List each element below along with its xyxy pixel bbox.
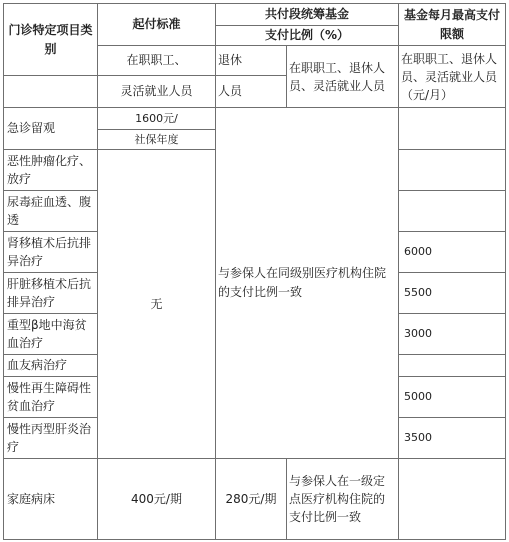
header-row-1 [4, 4, 506, 26]
header-retired-a: 退休 [216, 46, 287, 76]
limit-value: 5000 [399, 377, 506, 418]
limit-value: 3000 [399, 314, 506, 355]
header-employed-a: 在职职工、 [98, 46, 216, 76]
family-bed-employed-deductible: 400元/期 [98, 459, 216, 540]
limit-emergency [399, 108, 506, 150]
emergency-deductible-period: 社保年度 [98, 130, 216, 150]
medical-insurance-table-container [3, 3, 506, 540]
limit-value: 3500 [399, 418, 506, 459]
category-label: 慢性再生障碍性贫血治疗 [4, 377, 98, 418]
ratio-first-level-hospital: 与参保人在一级定点医疗机构住院的支付比例一致 [287, 459, 399, 540]
category-label: 肝脏移植术后抗排异治疗 [4, 273, 98, 314]
outpatient-special-items-table [3, 3, 506, 540]
header-retired-b: 人员 [216, 76, 287, 108]
category-label: 肾移植术后抗排异治疗 [4, 232, 98, 273]
limit-value: 5500 [399, 273, 506, 314]
header-category: 门诊特定项目类别 [4, 4, 98, 76]
header-deductible: 起付标准 [98, 4, 216, 46]
category-label: 血友病治疗 [4, 355, 98, 377]
family-bed-retired-deductible: 280元/期 [216, 459, 287, 540]
category-label: 慢性丙型肝炎治疗 [4, 418, 98, 459]
header-employed-b: 灵活就业人员 [98, 76, 216, 108]
emergency-deductible-amount: 1600元/ [98, 108, 216, 130]
table-row-emergency [4, 108, 506, 130]
limit-value [399, 150, 506, 191]
header-ratio-group: 在职职工、退休人员、灵活就业人员 [287, 46, 399, 108]
header-limit-group: 在职职工、退休人员、灵活就业人员（元/月） [399, 46, 506, 108]
category-emergency: 急诊留观 [4, 108, 98, 150]
category-label: 重型β地中海贫血治疗 [4, 314, 98, 355]
header-monthly-limit: 基金每月最高支付限额 [399, 4, 506, 46]
header-payment-ratio: 支付比例（%） [216, 26, 399, 46]
ratio-same-level-hospital: 与参保人在同级别医疗机构住院的支付比例一致 [216, 108, 399, 459]
category-label: 恶性肿瘤化疗、放疗 [4, 150, 98, 191]
table-row-family-bed [4, 459, 506, 540]
limit-family-bed [399, 459, 506, 540]
deductible-none: 无 [98, 150, 216, 459]
header-fund-group: 共付段统筹基金 [216, 4, 399, 26]
limit-value [399, 355, 506, 377]
limit-value: 6000 [399, 232, 506, 273]
category-family-bed: 家庭病床 [4, 459, 98, 540]
category-label: 尿毒症血透、腹透 [4, 191, 98, 232]
limit-value [399, 191, 506, 232]
